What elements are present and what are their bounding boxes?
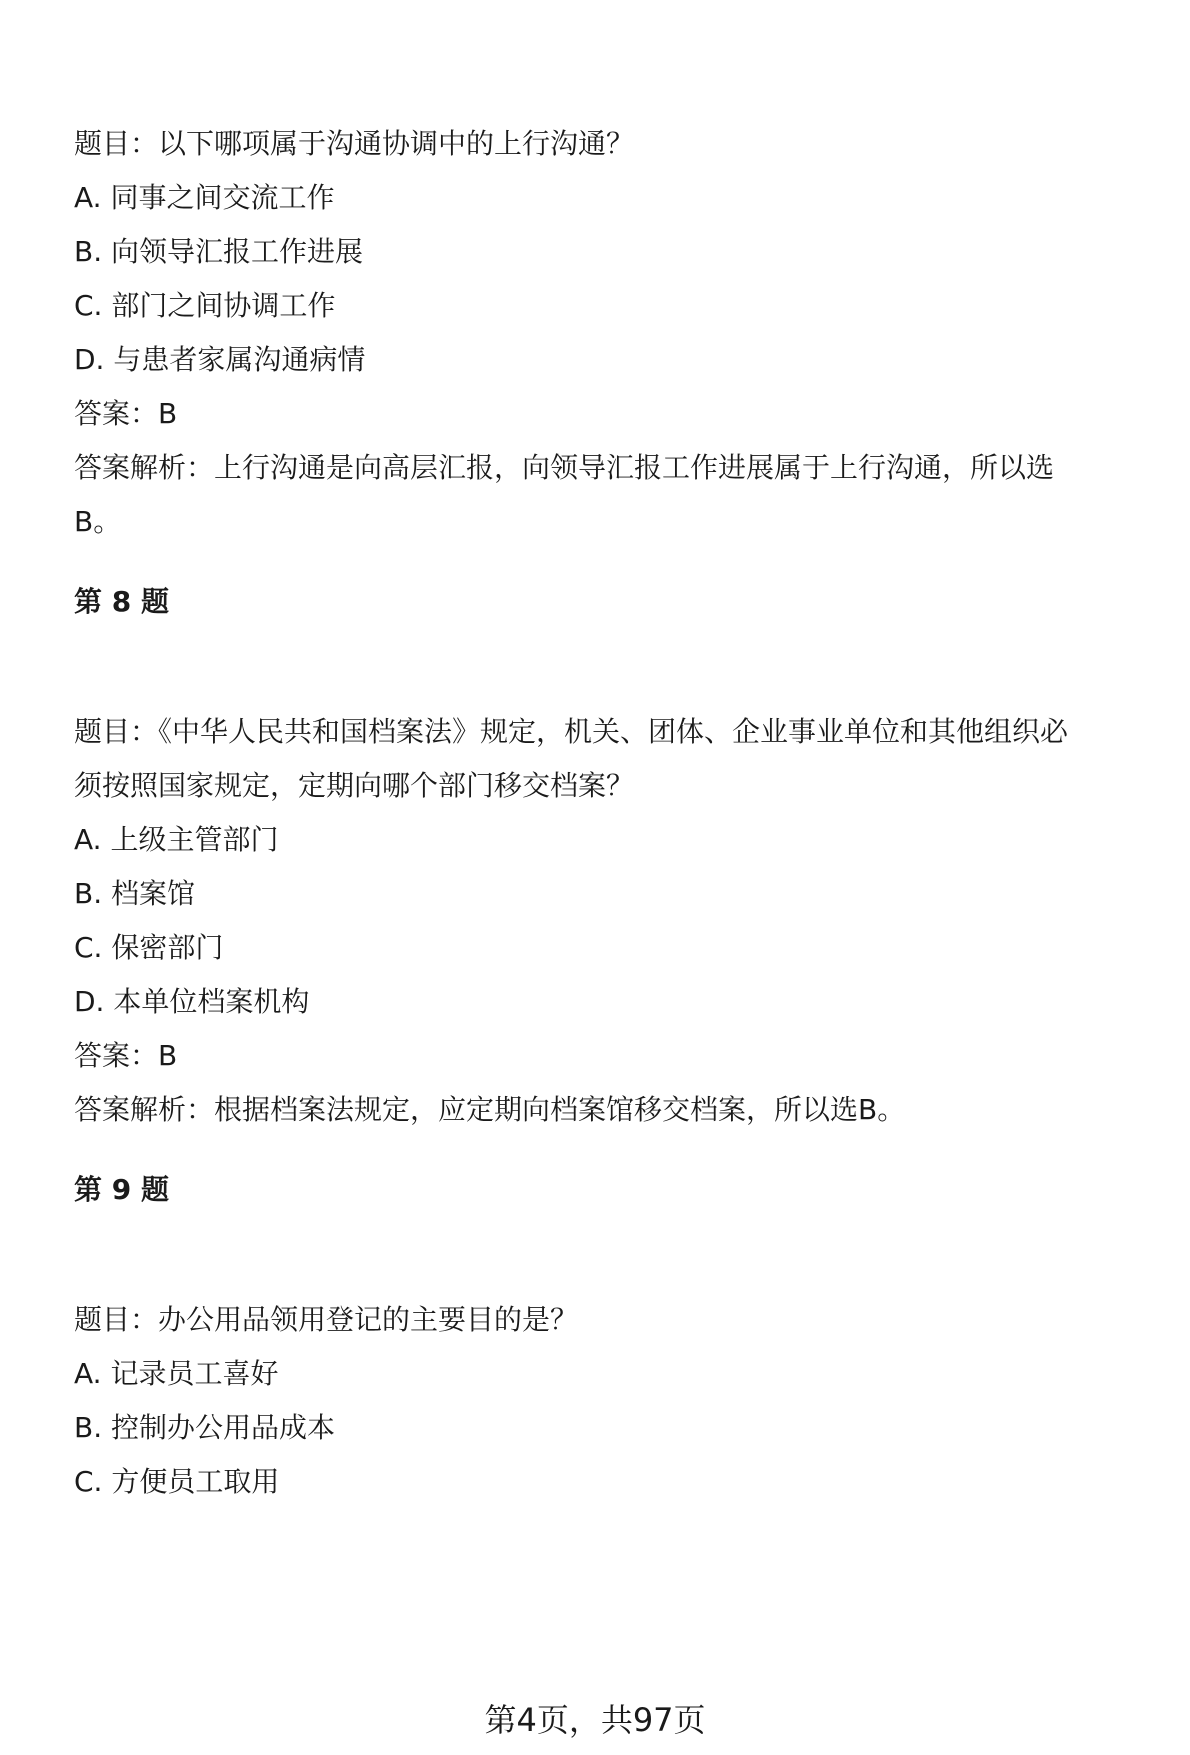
q9-question: 题目：办公用品领用登记的主要目的是？ (74, 1303, 579, 1336)
q8-question-line2: 须按照国家规定，定期向哪个部门移交档案？ (74, 769, 635, 802)
q8-answer: 答案：B (74, 1039, 178, 1072)
q9-option-b: B. 控制办公用品成本 (74, 1411, 336, 1444)
q9-option-c: C. 方便员工取用 (74, 1465, 280, 1498)
q8-heading: 第 8 题 (74, 585, 169, 618)
q9-option-a: A. 记录员工喜好 (74, 1357, 279, 1390)
q7-explanation-line1: 答案解析：上行沟通是向高层汇报，向领导汇报工作进展属于上行沟通，所以选 (74, 451, 1055, 484)
q7-option-c: C. 部门之间协调工作 (74, 289, 336, 322)
q8-option-d: D. 本单位档案机构 (74, 985, 310, 1018)
q7-option-d: D. 与患者家属沟通病情 (74, 343, 366, 376)
q7-question: 题目：以下哪项属于沟通协调中的上行沟通？ (74, 127, 635, 160)
q8-option-b: B. 档案馆 (74, 877, 196, 910)
q8-option-a: A. 上级主管部门 (74, 823, 279, 856)
q7-option-a: A. 同事之间交流工作 (74, 181, 335, 214)
q8-option-c: C. 保密部门 (74, 931, 224, 964)
q8-question-line1: 题目：《中华人民共和国档案法》规定，机关、团体、企业事业单位和其他组织必 (74, 715, 1069, 748)
q7-explanation-line2: B。 (74, 505, 122, 538)
q9-heading: 第 9 题 (74, 1173, 169, 1206)
page-indicator: 第4页，共97页 (484, 1701, 706, 1739)
q8-explanation: 答案解析：根据档案法规定，应定期向档案馆移交档案，所以选B。 (74, 1093, 906, 1126)
q7-answer: 答案：B (74, 397, 178, 430)
q7-option-b: B. 向领导汇报工作进展 (74, 235, 364, 268)
